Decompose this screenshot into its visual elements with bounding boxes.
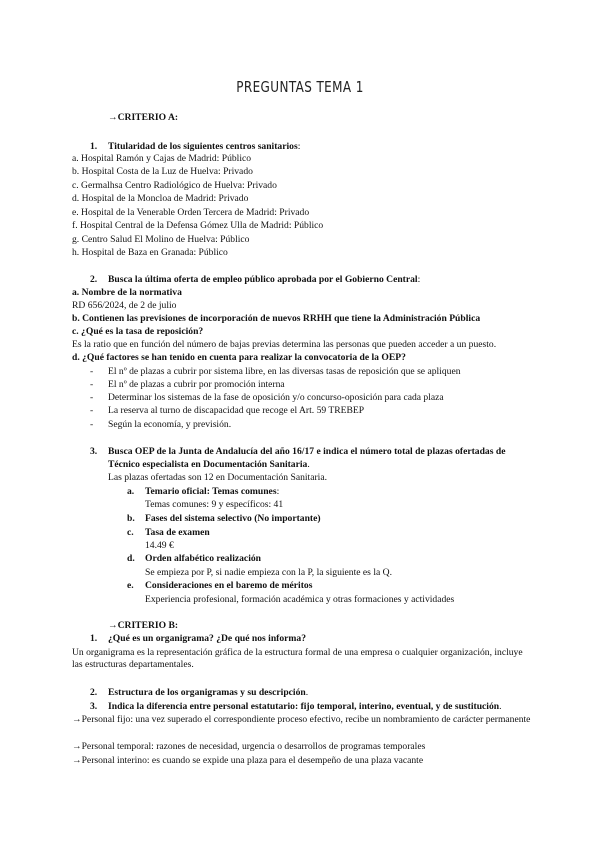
- q2-d-item: El nº de plazas a cubrir por sistema libre, en las diversas tasas de reposición que se apliquen: [108, 366, 461, 377]
- criterio-b-heading: →CRITERIO B:: [108, 620, 179, 631]
- q2-d-item: El nº de plazas a cubrir por promoción interna: [108, 379, 285, 390]
- q2-c-text: Es la ratio que en función del número de bajas previas determina las personas que pueden acceder a un puesto.: [72, 339, 497, 350]
- q2-d-bullet: -: [90, 405, 94, 416]
- q1-item-f: f. Hospital Central de la Defensa Gómez Ulla de Madrid: Público: [72, 220, 324, 231]
- qb2-number: 2.: [90, 687, 98, 698]
- q3-sub-a-label: [145, 486, 279, 498]
- qb1-heading: ¿Qué es un organigrama? ¿De qué nos informa?: [108, 633, 307, 644]
- q2-d-label: d. ¿Qué factores se han tenido en cuenta para realizar la convocatoria de la OEP?: [72, 352, 406, 363]
- q3-intro: Las plazas ofertadas son 12 en Documentación Sanitaria.: [108, 472, 327, 483]
- qb1-text: Un organigrama es la representación gráfica de la estructura formal de una empresa o cualquier organización, incluye las estructuras departamentales.: [72, 647, 523, 670]
- q2-heading: [108, 274, 420, 286]
- qb3-item: →Personal fijo: una vez superado el correspondiente proceso efectivo, recibe un nombramiento de carácter permanente: [72, 714, 531, 725]
- criterio-a-heading: →CRITERIO A:: [108, 112, 179, 123]
- qb2-heading: [108, 687, 308, 699]
- q2-b-label: b. Contienen las previsiones de incorporación de nuevos RRHH que tiene la Administración Pública: [72, 313, 481, 324]
- q1-heading-text: Titularidad de los siguientes centros sanitarios: [108, 141, 298, 152]
- q3-sub-letter: e.: [127, 580, 134, 591]
- page-title: PREGUNTAS TEMA 1: [236, 78, 364, 96]
- q3-sub-b-label: Fases del sistema selectivo (No importante): [145, 513, 321, 524]
- q2-d-item: Según la economía, y previsión.: [108, 419, 232, 430]
- q3-heading-line1: Busca OEP de la Junta de Andalucía del año 16/17 e indica el número total de plazas ofertadas de: [108, 446, 506, 457]
- q3-sub-letter: b.: [127, 513, 135, 524]
- q1-heading-colon: :: [297, 141, 301, 152]
- q3-sub-a-label-text: Temario oficial: Temas comunes: [145, 486, 277, 497]
- qb3-item: →Personal temporal: razones de necesidad, urgencia o desarrollos de programas temporales: [72, 741, 426, 752]
- q2-number: 2.: [90, 274, 98, 285]
- q3-sub-e-text: Experiencia profesional, formación académica y otras formaciones y actividades: [145, 594, 455, 605]
- q2-d-bullet: -: [90, 366, 94, 377]
- q1-heading: [108, 141, 300, 153]
- q3-sub-c-label: Tasa de examen: [145, 527, 210, 538]
- qb3-number: 3.: [90, 701, 98, 712]
- q3-sub-a-colon: :: [276, 486, 280, 497]
- q2-d-item: Determinar los sistemas de la fase de oposición y/o concurso-oposición para cada plaza: [108, 392, 444, 403]
- q2-c-label: c. ¿Qué es la tasa de reposición?: [72, 326, 204, 337]
- q2-a-text: RD 656/2024, de 2 de julio: [72, 300, 177, 311]
- qb3-item: →Personal interino: es cuando se expide una plaza para el desempeño de una plaza vacante: [72, 755, 424, 766]
- q1-item-a: a. Hospital Ramón y Cajas de Madrid: Público: [72, 153, 252, 164]
- q3-sub-letter: a.: [127, 486, 135, 497]
- q3-sub-d-text: Se empieza por P, si nadie empieza con la P, la siguiente es la Q.: [145, 567, 392, 578]
- q3-heading-line2-text: Técnico especialista en Documentación Sanitaria: [108, 459, 308, 470]
- q2-d-bullet: -: [90, 392, 94, 403]
- q2-heading-colon: :: [417, 274, 421, 285]
- q1-item-g: g. Centro Salud El Molino de Huelva: Público: [72, 234, 250, 245]
- q3-sub-d-label: Orden alfabético realización: [145, 553, 261, 564]
- q1-item-h: h. Hospital de Baza en Granada: Público: [72, 247, 228, 258]
- q2-heading-text: Busca la última oferta de empleo público aprobada por el Gobierno Central: [108, 274, 418, 285]
- q3-heading-end: .: [307, 459, 310, 470]
- qb1-number: 1.: [90, 633, 98, 644]
- q2-d-item: La reserva al turno de discapacidad que recoge el Art. 59 TREBEP: [108, 405, 365, 416]
- q1-item-d: d. Hospital de la Moncloa de Madrid: Privado: [72, 193, 249, 204]
- qb3-heading: [108, 701, 502, 713]
- q3-sub-e-label: Consideraciones en el baremo de méritos: [145, 580, 313, 591]
- qb2-heading-end: .: [305, 687, 309, 698]
- q1-item-e: e. Hospital de la Venerable Orden Tercera de Madrid: Privado: [72, 207, 310, 218]
- qb2-heading-text: Estructura de los organigramas y su descripción: [108, 687, 306, 698]
- q2-d-bullet: -: [90, 419, 94, 430]
- q1-item-b: b. Hospital Costa de la Luz de Huelva: Privado: [72, 166, 253, 177]
- q3-sub-letter: d.: [127, 553, 135, 564]
- q3-number: 3.: [90, 446, 98, 457]
- q3-sub-c-text: 14.49 €: [145, 540, 174, 551]
- q1-number: 1.: [90, 141, 98, 152]
- qb3-heading-end: .: [499, 701, 502, 712]
- q1-item-c: c. Germalhsa Centro Radiológico de Huelva: Privado: [72, 180, 277, 191]
- q3-heading-line2: [108, 459, 310, 471]
- q2-a-label: a. Nombre de la normativa: [72, 287, 182, 298]
- q2-d-bullet: -: [90, 379, 94, 390]
- q3-sub-letter: c.: [127, 527, 134, 538]
- qb3-heading-text: Indica la diferencia entre personal estatutario: fijo temporal, interino, eventual, y de sustitución: [108, 701, 500, 712]
- q3-sub-a-text: Temas comunes: 9 y específicos: 41: [145, 499, 284, 510]
